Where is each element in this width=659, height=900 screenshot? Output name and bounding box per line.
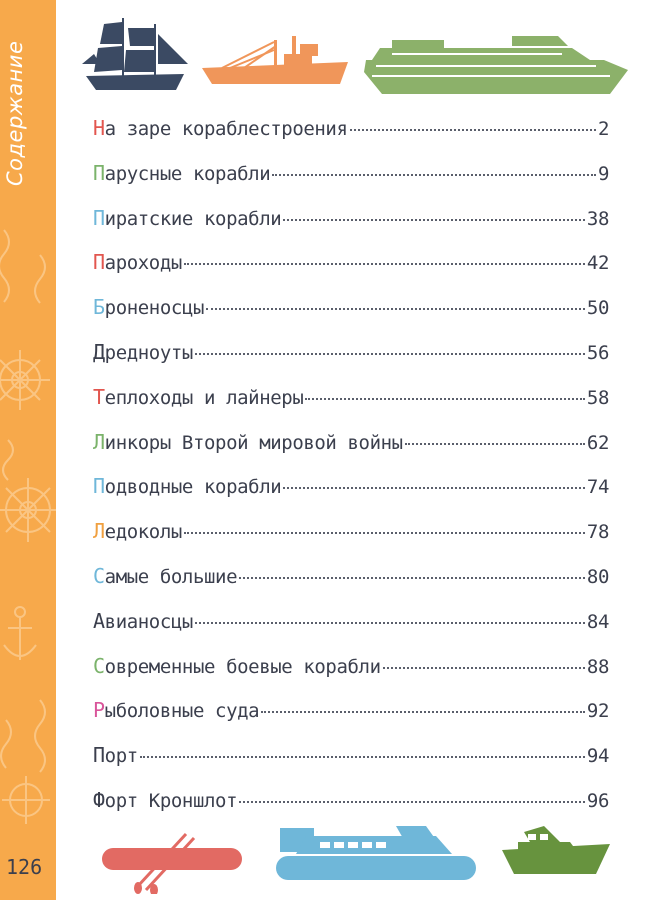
toc-entry-text: едоколы	[104, 521, 182, 544]
crane-ship-icon	[200, 36, 350, 86]
toc-entry-title	[93, 206, 281, 230]
toc-entry-initial: П	[93, 250, 105, 275]
toc-entry-initial: С	[93, 563, 105, 588]
toc-entry-title	[93, 295, 204, 319]
toc-dot-leader	[405, 443, 585, 445]
table-of-contents	[93, 116, 609, 833]
toc-entry	[93, 654, 609, 699]
toc-entry-title	[93, 564, 237, 588]
toc-entry-text: орт	[104, 745, 138, 768]
toc-entry-title	[93, 385, 303, 409]
toc-entry	[93, 116, 609, 161]
toc-entry-title	[93, 250, 182, 274]
toc-entry	[93, 564, 609, 609]
toc-entry-text: арусные корабли	[104, 162, 271, 185]
toc-entry-page: 78	[586, 521, 609, 544]
toc-entry-initial: П	[93, 474, 105, 499]
hovercraft-icon	[276, 822, 482, 888]
toc-dot-leader	[239, 577, 585, 579]
toc-entry-initial: П	[93, 160, 105, 185]
toc-entry-text: еплоходы и лайнеры	[104, 386, 304, 409]
toc-entry-text: одводные корабли	[104, 476, 282, 499]
toc-entry-title	[93, 654, 381, 678]
toc-entry-initial: П	[93, 205, 105, 230]
toc-dot-leader	[206, 308, 585, 310]
toc-entry-title	[93, 743, 138, 767]
toc-dot-leader	[195, 353, 585, 355]
toc-entry-text: овременные боевые корабли	[104, 655, 381, 678]
toc-entry-page: 50	[586, 297, 609, 320]
toc-entry-initial: П	[93, 743, 105, 768]
toc-dot-leader	[261, 711, 585, 713]
toc-dot-leader	[283, 487, 585, 489]
toc-entry-text: инкоры Второй мировой войны	[104, 431, 403, 454]
toc-entry	[93, 743, 609, 788]
toc-entry-text: ыболовные суда	[104, 700, 260, 723]
motor-boat-icon	[500, 822, 612, 880]
toc-dot-leader	[305, 398, 585, 400]
toc-dot-leader	[350, 129, 596, 131]
toc-entry-initial: Н	[93, 116, 105, 140]
toc-entry-page: 9	[597, 162, 609, 185]
toc-dot-leader	[195, 622, 585, 624]
toc-entry-title	[93, 698, 259, 722]
toc-entry-page: 84	[586, 610, 609, 633]
toc-entry-initial: Р	[93, 698, 105, 723]
toc-entry-initial: Т	[93, 384, 105, 409]
toc-entry-text: ароходы	[104, 252, 182, 275]
sidebar	[0, 0, 56, 900]
page-number: 126	[6, 855, 43, 879]
sailing-ship-icon	[76, 14, 194, 96]
toc-entry	[93, 474, 609, 519]
toc-entry-text: амые большие	[104, 565, 238, 588]
toc-entry-page: 92	[586, 700, 609, 723]
toc-entry-text: редноуты	[104, 341, 193, 364]
toc-dot-leader	[184, 532, 585, 534]
cruise-liner-icon	[362, 26, 634, 96]
toc-entry-page: 96	[586, 789, 609, 812]
toc-dot-leader	[383, 667, 585, 669]
toc-entry	[93, 519, 609, 564]
sidebar-title: Содержание	[3, 40, 27, 186]
toc-entry-title	[93, 788, 237, 812]
toc-entry-title	[93, 519, 182, 543]
toc-entry-title	[93, 340, 193, 364]
toc-entry-text: роненосцы	[104, 297, 205, 320]
toc-entry-text: орт Кроншлот	[104, 789, 238, 812]
toc-entry-initial: Ф	[93, 787, 105, 812]
toc-entry-initial: А	[93, 608, 105, 633]
toc-entry-page: 56	[586, 341, 609, 364]
toc-entry-text: а заре кораблестроения	[104, 118, 348, 140]
toc-entry-title	[93, 430, 403, 454]
toc-entry-initial: Л	[93, 519, 105, 544]
toc-entry-page: 80	[586, 565, 609, 588]
toc-dot-leader	[140, 756, 585, 758]
rowing-boat-icon	[98, 832, 246, 894]
toc-entry-initial: Б	[93, 295, 105, 320]
toc-entry-page: 62	[586, 431, 609, 454]
toc-entry-page: 2	[597, 118, 609, 140]
toc-entry-text: иратские корабли	[104, 207, 282, 230]
toc-entry	[93, 295, 609, 340]
toc-entry	[93, 609, 609, 654]
toc-entry-initial: Д	[93, 339, 105, 364]
toc-entry-text: вианосцы	[104, 610, 193, 633]
toc-entry-page: 38	[586, 207, 609, 230]
toc-entry-page: 58	[586, 386, 609, 409]
toc-entry-title	[93, 609, 193, 633]
toc-entry-initial: С	[93, 653, 105, 678]
toc-entry-page: 42	[586, 252, 609, 275]
toc-entry	[93, 206, 609, 251]
toc-dot-leader	[184, 263, 585, 265]
toc-dot-leader	[283, 219, 585, 221]
toc-dot-leader	[239, 801, 585, 803]
toc-entry-title	[93, 161, 270, 185]
toc-entry	[93, 698, 609, 743]
toc-entry-page: 94	[586, 745, 609, 768]
toc-entry-title	[93, 116, 348, 140]
toc-entry-title	[93, 474, 281, 498]
toc-entry	[93, 340, 609, 385]
toc-dot-leader	[272, 174, 596, 176]
toc-entry	[93, 250, 609, 295]
toc-entry-page: 88	[586, 655, 609, 678]
toc-entry	[93, 385, 609, 430]
toc-entry-page: 74	[586, 476, 609, 499]
toc-entry	[93, 161, 609, 206]
toc-entry-initial: Л	[93, 429, 105, 454]
toc-entry	[93, 430, 609, 475]
